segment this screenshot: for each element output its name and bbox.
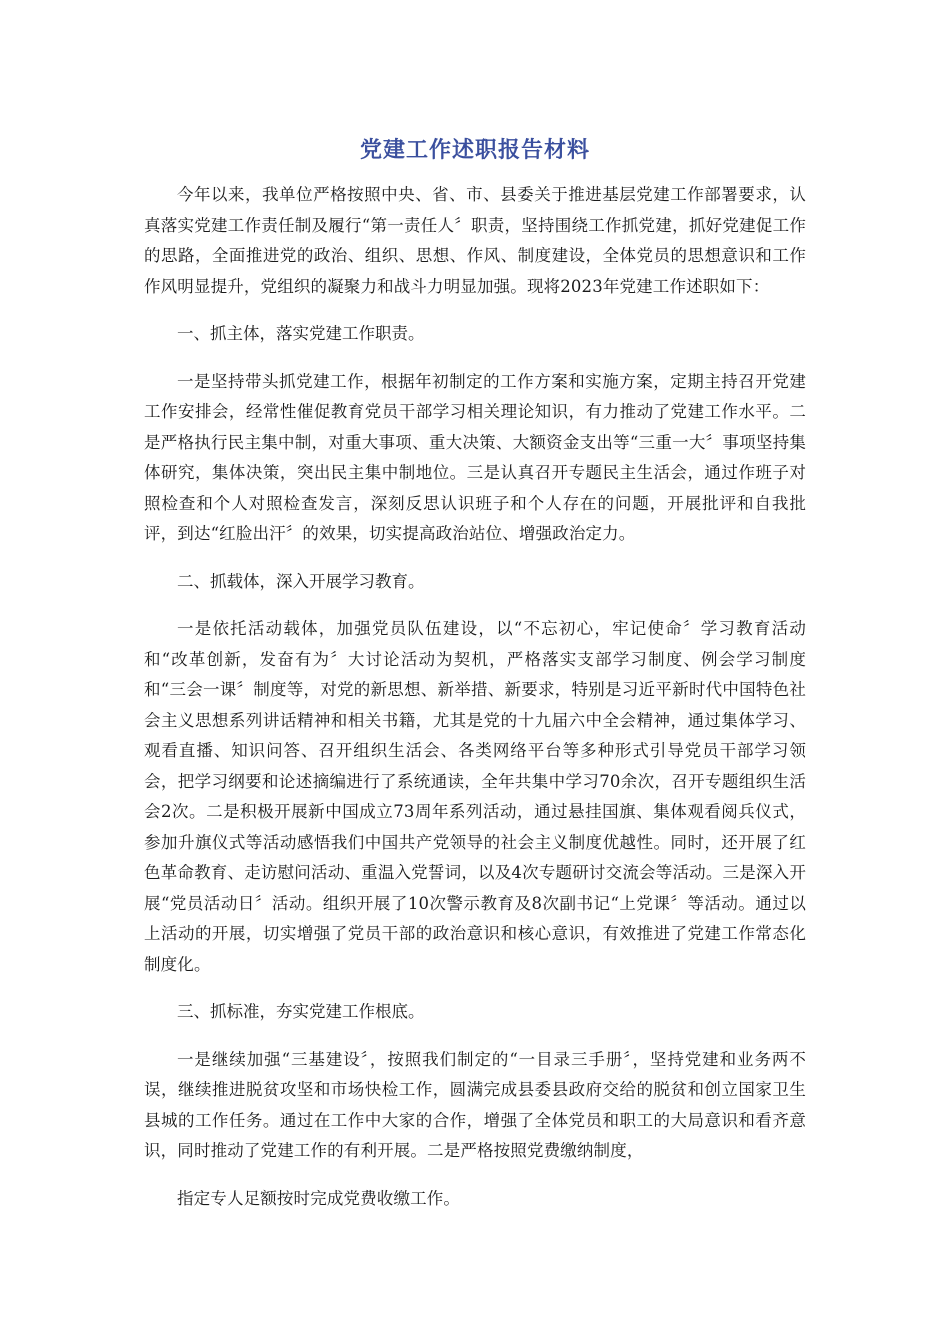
section-2-paragraph: 一是依托活动载体，加强党员队伍建设，以“不忘初心，牢记使命〞学习教育活动和“改革创新，发奋有为〞大讨论活动为契机，严格落实支部学习制度、例会学习制度和“三会一课〞制度等，对党的新思想、新举措、新要求，特别是习近平新时代中国特色社会主义思想系列讲话精神和相关书籍，尤其是党的十九届六中全会精神，通过集体学习、观看直播、知识问答、召开组织生活会、各类网络平台等多种形式引导党员干部学习领会，把学习纲要和论述摘编进行了系统通读，全年共集中学习70余次，召开专题组织生活会2次。二是积极开展新中国成立73周年系列活动，通过悬挂国旗、集体观看阅兵仪式，参加升旗仪式等活动感悟我们中国共产党领导的社会主义制度优越性。同时，还开展了红色革命教育、走访慰问活动、重温入党誓词，以及4次专题研讨交流会等活动。三是深入开展“党员活动日〞活动。组织开展了10次警示教育及8次副书记“上党课〞等活动。通过以上活动的开展，切实增强了党员干部的政治意识和核心意识，有效推进了党建工作常态化制度化。 xyxy=(144,619,806,974)
intro-paragraph: 今年以来，我单位严格按照中央、省、市、县委关于推进基层党建工作部署要求，认真落实党建工作责任制及履行“第一责任人〞职责，坚持围绕工作抓党建，抓好党建促工作的思路，全面推进党的政治、组织、思想、作风、制度建设，全体党员的思想意识和工作作风明显提升，党组织的凝聚力和战斗力明显加强。现将2023年党建工作述职如下： xyxy=(144,185,806,296)
section-3-paragraph: 一是继续加强“三基建设〞，按照我们制定的“一目录三手册〞，坚持党建和业务两不误，继续推进脱贫攻坚和市场快检工作，圆满完成县委县政府交给的脱贫和创立国家卫生县城的工作任务。通过在工作中大家的合作，增强了全体党员和职工的大局意识和看齐意识，同时推动了党建工作的有利开展。二是严格按照党费缴纳制度， xyxy=(144,1049,806,1160)
document-body xyxy=(144,180,806,1214)
document-title: 党建工作述职报告材料 xyxy=(359,138,590,163)
section-heading-2: 二、抓载体，深入开展学习教育。 xyxy=(177,571,425,591)
closing-paragraph: 指定专人足额按时完成党费收缴工作。 xyxy=(177,1188,461,1208)
section-heading-3: 三、抓标准，夯实党建工作根底。 xyxy=(177,1002,425,1021)
section-heading-1: 一、抓主体，落实党建工作职责。 xyxy=(177,324,425,343)
section-1-paragraph: 一是坚持带头抓党建工作，根据年初制定的工作方案和实施方案，定期主持召开党建工作安排会，经常性催促教育党员干部学习相关理论知识，有力推动了党建工作水平。二是严格执行民主集中制，对重大事项、重大决策、大额资金支出等“三重一大〞事项坚持集体研究，集体决策，突出民主集中制地位。三是认真召开专题民主生活会，通过作班子对照检查和个人对照检查发言，深刻反思认识班子和个人存在的问题，开展批评和自我批评，到达“红脸出汗〞的效果，切实提高政治站位、增强政治定力。 xyxy=(144,371,806,543)
